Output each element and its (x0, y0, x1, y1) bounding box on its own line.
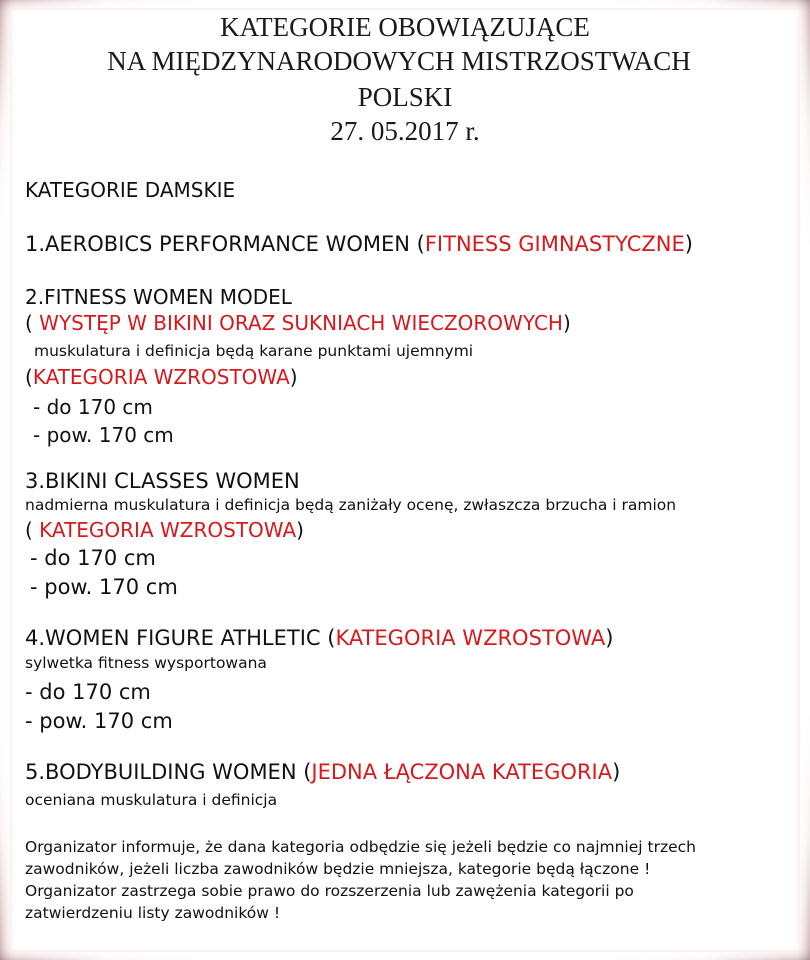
category-4-height-1: - do 170 cm (25, 680, 151, 704)
footer-line-3: Organizator zastrzega sobie prawo do rozszerzenia lub zawężenia kategorii po (25, 882, 634, 900)
category-3-height-1: - do 170 cm (30, 546, 156, 570)
category-2-kat-open: ( (25, 365, 33, 389)
category-4-note: sylwetka fitness wysportowana (25, 654, 267, 672)
category-1-close: ) (684, 232, 693, 256)
category-5-close: ) (612, 760, 621, 784)
category-4 (25, 626, 613, 650)
category-2-kat-close: ) (289, 365, 298, 389)
category-3-kat-close: ) (296, 518, 304, 542)
category-3-name: 3.BIKINI CLASSES WOMEN (25, 469, 300, 493)
category-2-paren-text: WYSTĘP W BIKINI ORAZ SUKNIACH WIECZOROWYCH (39, 311, 563, 335)
category-5-name: 5.BODYBUILDING WOMEN ( (25, 760, 312, 784)
title-line-3: POLSKI (357, 82, 453, 112)
category-4-close: ) (605, 626, 614, 650)
title-line-2: NA MIĘDZYNARODOWYCH MISTRZOSTWACH (107, 46, 691, 76)
category-2-description (25, 311, 571, 335)
category-5-type: JEDNA ŁĄCZONA KATEGORIA (311, 760, 613, 784)
footer-line-1: Organizator informuje, że dana kategoria odbędzie się jeżeli będzie co najmniej trzech (25, 838, 696, 856)
category-2-height-2: - pow. 170 cm (33, 423, 174, 447)
category-4-name: 4.WOMEN FIGURE ATHLETIC ( (25, 626, 336, 650)
category-2-paren-close: ) (562, 311, 571, 335)
category-5-note: oceniana muskulatura i definicja (25, 791, 278, 809)
category-1 (25, 232, 693, 256)
category-4-height-2: - pow. 170 cm (25, 709, 173, 733)
category-3-kat (25, 518, 304, 542)
category-1-type: FITNESS GIMNASTYCZNE (424, 232, 685, 256)
category-2-name: 2.FITNESS WOMEN MODEL (25, 285, 292, 309)
category-3-kat-open: ( (25, 518, 40, 542)
category-1-name: 1.AEROBICS PERFORMANCE WOMEN ( (25, 232, 425, 256)
category-3-height-2: - pow. 170 cm (30, 575, 178, 599)
footer-line-4: zatwierdzeniu listy zawodników ! (25, 904, 281, 922)
category-2-note: muskulatura i definicja będą karane punktami ujemnymi (34, 342, 474, 360)
footer-line-2: zawodników, jeżeli liczba zawodników będzie mniejsza, kategorie będą łączone ! (25, 860, 651, 878)
category-2-height-1: - do 170 cm (33, 395, 153, 419)
category-3-note: nadmierna muskulatura i definicja będą zaniżały ocenę, zwłaszcza brzucha i ramion (25, 496, 677, 514)
category-2-kat-text: KATEGORIA WZROSTOWA (32, 365, 290, 389)
category-3-kat-text: KATEGORIA WZROSTOWA (39, 518, 297, 542)
category-4-type: KATEGORIA WZROSTOWA (335, 626, 606, 650)
category-2-paren-open: ( (25, 311, 40, 335)
title-date: 27. 05.2017 r. (330, 116, 480, 146)
section-title: KATEGORIE DAMSKIE (25, 178, 236, 202)
category-5 (25, 760, 620, 784)
category-2-kat (25, 365, 298, 389)
title-line-1: KATEGORIE OBOWIĄZUJĄCE (220, 12, 590, 42)
